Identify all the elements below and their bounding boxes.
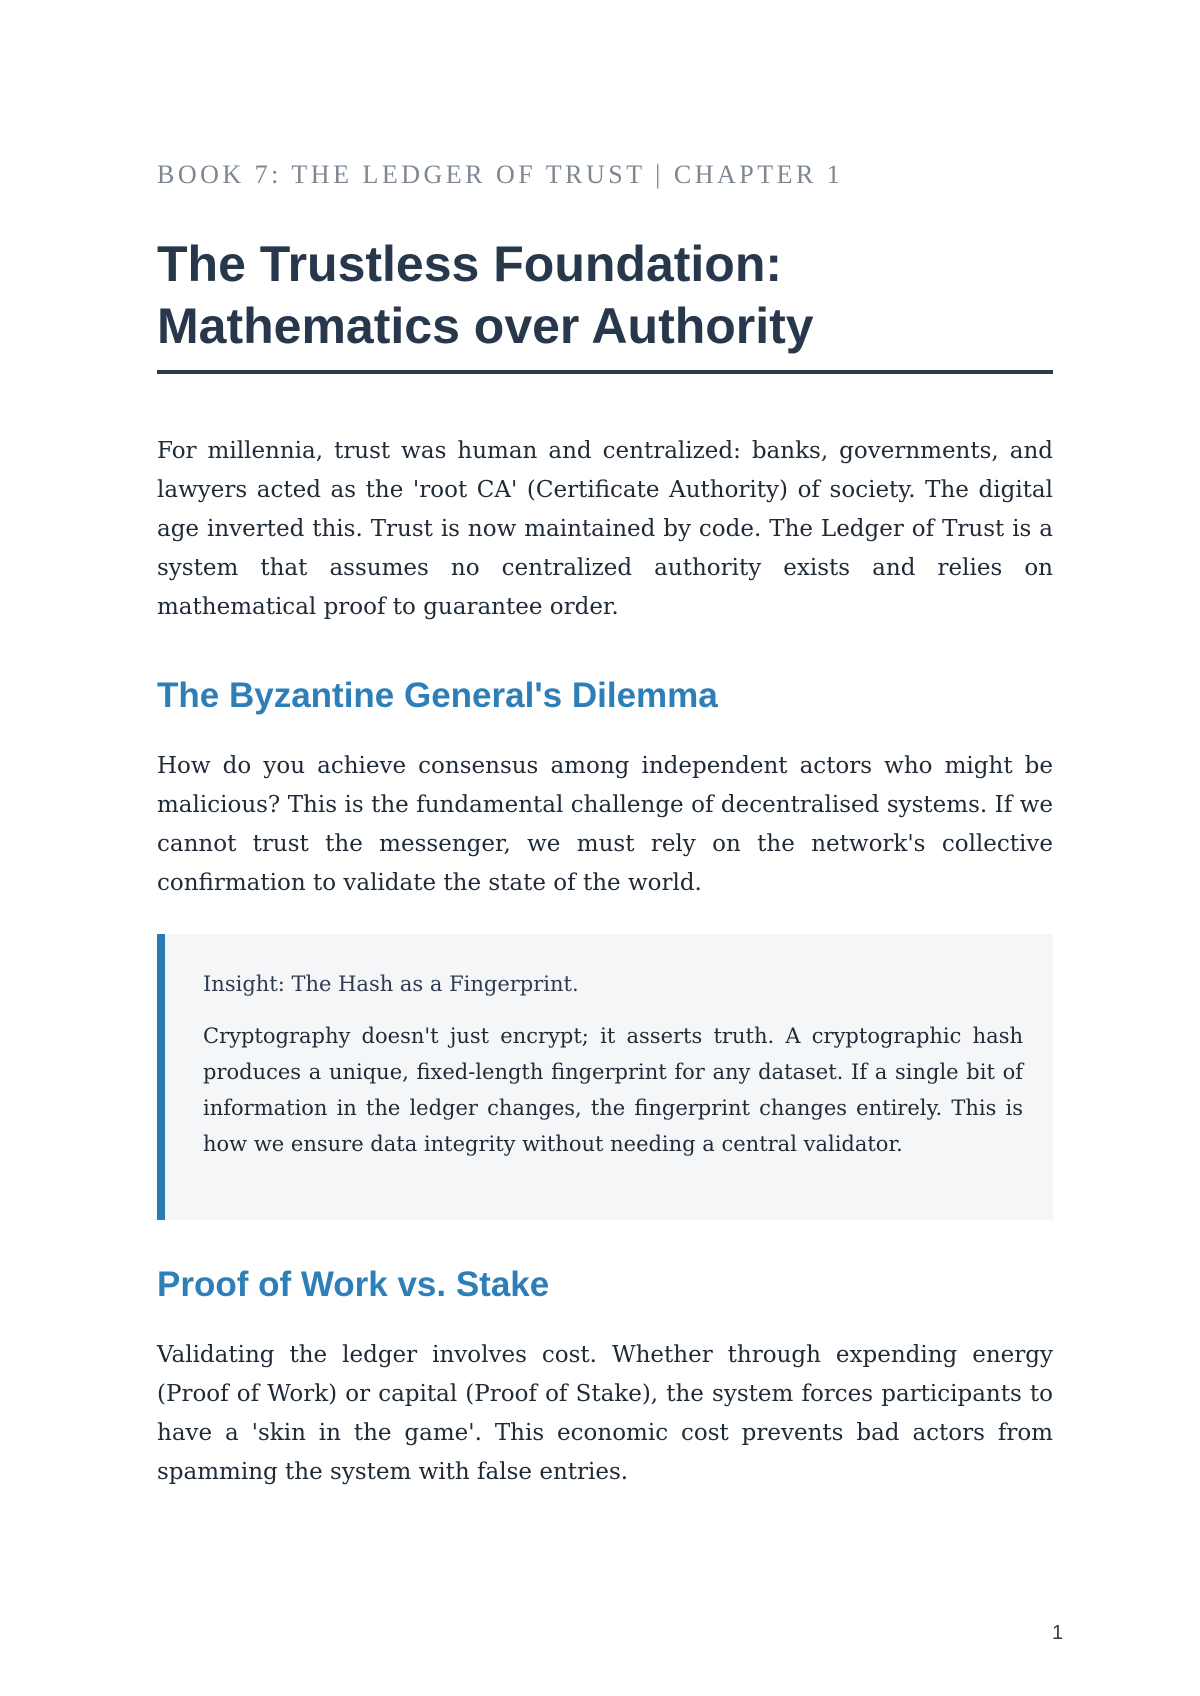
chapter-kicker: BOOK 7: THE LEDGER OF TRUST | CHAPTER 1 — [157, 160, 844, 189]
callout-body: Cryptography doesn't just encrypt; it asserts truth. A cryptographic hash produces a unique, fixed-length fingerprint for any dataset. If a single bit of information in the ledger changes, the fingerprint changes entirely. This is how we ensure data integrity without needing a central validator. — [203, 1024, 1023, 1156]
callout-title: Insight: The Hash as a Fingerprint. — [203, 972, 579, 996]
section-heading-proof: Proof of Work vs. Stake — [157, 1265, 550, 1304]
insight-callout — [157, 934, 1053, 1220]
page-number: 1 — [1052, 1622, 1064, 1644]
byzantine-paragraph: How do you achieve consensus among independent actors who might be malicious? This is the fundamental challenge of decentralised systems. If we cannot trust the messenger, we must rely on the network's collective confirmation to validate the state of the world. — [157, 753, 1053, 896]
proof-paragraph: Validating the ledger involves cost. Whether through expending energy (Proof of Work) or capital (Proof of Stake), the system forces participants to have a 'skin in the game'. This economic cost prevents bad actors from spamming the system with false entries. — [157, 1342, 1053, 1485]
intro-paragraph: For millennia, trust was human and centralized: banks, governments, and lawyers acted as the 'root CA' (Certificate Authority) of society. The digital age inverted this. Trust is now maintained by code. The Ledger of Trust is a system that assumes no centralized authority exists and relies on mathematical proof to guarantee order. — [157, 438, 1053, 620]
section-heading-byzantine: The Byzantine General's Dilemma — [157, 676, 718, 715]
page-title: The Trustless Foundation: Mathematics over Authority — [157, 236, 814, 354]
title-divider — [157, 370, 1053, 374]
